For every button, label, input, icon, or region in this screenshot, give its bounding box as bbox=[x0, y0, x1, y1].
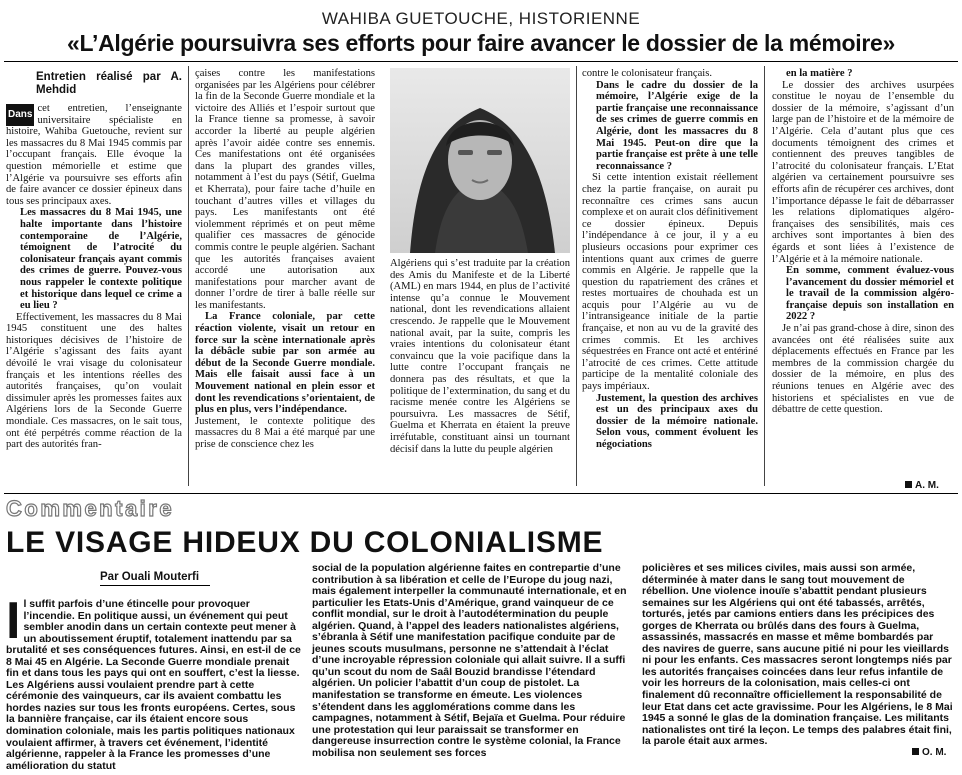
question-3-end: en la matière ? bbox=[786, 68, 853, 79]
big-initial: I bbox=[6, 592, 21, 650]
commentaire-label: Commentaire bbox=[6, 496, 175, 521]
dropcap: Dans bbox=[6, 104, 34, 126]
answer-1-part2: çaises contre les manifestations organisées par les Algériens pour célébrer la fin de la Seconde Guerre mondiale et la victoire des Alliés et l’espoir surtout que la France tienne sa promesse, à savoir accorder la liberté au peuple algérien après l’avoir aidée contre ses ennemis. Ces manifestations ont été organisées dans la plupart des grandes villes, notamment à l’est du pays (Sétif, Guelma et Kherrata), pour faire tache d’huile en touchant d’autres villes et villages du pays. Les manifestants ont été violemment réprimés et on peut même qualifier ces massacres de génocide commis contre le peuple algérien. Sachant que les autorités françaises avaient accordé une autorisation aux manifestations pour marcher avant de donner l’ordre de tirer à balle réelle sur les manifestants. bbox=[195, 68, 375, 311]
column-divider bbox=[764, 66, 765, 486]
commentaire-column-1 bbox=[6, 592, 302, 772]
answer-1-part3: Justement, le contexte politique des massacres du 8 Mai a été marqué par une prise de conscience chez les bbox=[195, 415, 375, 450]
interview-kicker: WAHIBA GUETOUCHE, HISTORIENNE bbox=[321, 9, 641, 28]
column-divider bbox=[576, 66, 577, 486]
question-4: En somme, comment évaluez-vous l’avancement du dossier mémoriel et le travail de la commission algéro-française depuis son installation en 2022 ? bbox=[786, 265, 954, 323]
answer-4: Je n’ai pas grand-chose à dire, sinon des avancées ont été réalisées suite aux déplacements effectués en France par les membres de la commission chargée du dossier de la mémoire, en plus des réunions tenues en Algérie avec des historiens et spécialistes en vue de débattre de cette question. bbox=[772, 323, 954, 416]
interview-signoff bbox=[905, 480, 939, 491]
answer-3: Le dossier des archives usurpées constitue le noyau de l’ensemble du dossier de la mémoire, s’agissant d’un large pan de l’histoire et de la mémoire de l’Algérie. Cela d’autant plus que ces documents témoignent des crimes et contiennent des preuves tangibles de l’atrocité du colonisateur français. L’Etat algérien va certainement poursuivre ses efforts afin de récupérer ces archives, dont l’importance dépasse le fait de débarrasser les relations diplomatiques algéro-françaises des sensibilités, mais ces archives sont importantes à bien des égards et sont liées à l’existence de l’Algérie et à la mémoire nationale. bbox=[772, 79, 954, 265]
question-2: Dans le cadre du dossier de la mémoire, l’Algérie exige de la partie française une reconnaissance de ses crimes de guerre commis en Algérie, dont les massacres du 8 Mai 1945. Peut-on dire que la partie française est prête à une telle reconnaissance ? bbox=[596, 79, 758, 172]
answer-1-part4: Algériens qui s’est traduite par la création des Amis du Manifeste et de la Liberté (AML) en mars 1944, en plus de l’activité intense qu’a connue le Mouvement national, dont les revendications allaient crescendo. Je rappelle que le Mouvement national avait, par la suite, compris les vraies intentions du colonisateur étant convaincu que la voie pacifique dans la lutte contre l’occupant français ne donnera pas des résultats, et que la politique de l’extermination, du sang et du racisme menée contre les Algériens se poursuivra. Les massacres de Sétif, Guelma et Kherrata en étaient la preuve irréfutable, constituant ainsi un tournant décisif dans la lutte du peuple algérien bbox=[390, 258, 570, 455]
commentaire-byline: Par Ouali Mouterfi bbox=[100, 571, 210, 586]
question-1: Les massacres du 8 Mai 1945, une halte importante dans l’histoire contemporaine de l’Algérie, témoignent de l’atrocité du colonisateur français ayant commis des crimes de guerre. Pouvez-vous nous rappeler le contexte politique et historique dans lequel ce crime a eu lieu ? bbox=[20, 207, 182, 312]
top-rule bbox=[4, 61, 958, 62]
interview-headline: «L’Algérie poursuivra ses efforts pour faire avancer le dossier de la mémoire» bbox=[67, 30, 895, 56]
commentaire-text-3: policières et ses milices civiles, mais aussi son armée, déterminée à mater dans le sang tout mouvement de rébellion. Une violence inouïe s’abattit pendant plusieurs semaines sur les Algériens qui ont été tabassés, arrêtés, torturés, jetés par camions entiers dans les précipices des gorges de Kherrata ou brûlés dans des fours à Guelma, assassinés, massacrés en masse et même bombardés par des navires de guerre, sans aucune pitié ni pour les vieillards ni pour les enfants. Ces massacres seront longtemps niés par les autorités françaises coincées dans leur refus infantile de voir les horreurs de la colonisation, mais celles-ci ont finalement dû reconnaître officiellement la responsabilité de leur Etat dans cet acte gravissime. Pour les Algériens, le 8 Mai 1945 a sonné le glas de la domination française. Les militants nationalistes ont tiré la leçon. Le temps des palabres était fini, la parole était aux armes. bbox=[642, 562, 953, 748]
interview-byline: Entretien réalisé par A. Mehdid bbox=[36, 71, 182, 96]
answer-2: Si cette intention existait réellement chez la partie française, on aurait pu reconnaître ces crimes sans aucun complexe et on aurait clos définitivement ce dossier épineux. Depuis l’indépendance à ce jour, il y a eu plusieurs occasions pour exprimer ces intentions quant aux crimes de guerre commis en Algérie. Je rappelle que la question du rapatriement des crânes et restes mortuaires de chouhada est un acquis pour l’Algérie au vu de l’intransigeance initiale de la partie française, et non au vu de la gravité des crimes commis. Et les archives séquestrées en France ont acté et entériné l’atrocité de ces crimes. Cette attitude participe de la mentalité coloniale des pays impériaux. bbox=[582, 172, 758, 393]
square-bullet-icon bbox=[912, 748, 919, 755]
interview-column-4 bbox=[582, 68, 758, 488]
signoff-text: A. M. bbox=[915, 480, 939, 491]
commentaire-title: LE VISAGE HIDEUX DU COLONIALISME bbox=[6, 526, 604, 559]
answer-1-part1: Effectivement, les massacres du 8 Mai 1945 constituent une des haltes historiques décisives de l’histoire de l’Algérie s’agissant des faits ayant dévoilé le vrai visage du colonisateur français et les intentions réelles des autorités françaises, qu’on voulait dissimuler après les promesses faites aux Algériens lors de la Seconde Guerre mondiale. Ces massacres, on le sait tous, ont été perpétrés comme réaction de la part des autorités fran- bbox=[6, 311, 182, 451]
answer-1-end: contre le colonisateur français. bbox=[582, 68, 713, 79]
commentaire-column-3 bbox=[642, 563, 954, 753]
interview-column-2 bbox=[195, 68, 375, 488]
portrait-photo bbox=[390, 68, 570, 253]
commentaire-text-1: l suffit parfois d’une étincelle pour provoquer l’incendie. En politique aussi, un événement qui peut sembler anodin dans un certain contexte peut mener à un aboutissement éruptif, totalement inattendu par sa brutalité et ses conséquences futures. Ainsi, en est-il de ce 8 Mai 45 en Algérie. La Seconde Guerre mondiale prenait fin et dans tous les pays qui ont en souffert, c’est la liesse. Les Algériens aussi voulaient prendre part à cette cérémonie des vainqueurs, car ils avaient combattu les hordes nazies sur tous les fronts européens. Certes, sous la bannière française, car ils étaient encore sous domination coloniale, mais les partis politiques nationaux voulaient affirmer, à travers cet événement, l’identité algérienne, rappeler à la France les promesses d’une amélioration du statut bbox=[6, 598, 301, 772]
commentaire-column-2 bbox=[312, 563, 630, 759]
column-divider bbox=[188, 66, 189, 486]
question-3: Justement, la question des archives est un des principaux axes du dossier de la mémoire nationale. Selon vous, comment évoluent les négociations bbox=[596, 392, 758, 450]
intro-text: cet entretien, l’enseignante universitaire spécialiste en histoire, Wahiba Guetouche, revient sur les massacres du 8 Mai 1945 commis par l’occupant français. Elle évoque la question mémorielle et estime que l’Algérie va poursuivre ses efforts afin de faire avancer ce dossier épineux dans tous ses principaux axes. bbox=[6, 103, 182, 207]
commentaire-signoff bbox=[912, 747, 946, 758]
interview-column-1 bbox=[6, 68, 182, 488]
interview-column-3 bbox=[390, 258, 570, 488]
answer-1-bold-lead: La France coloniale, par cette réaction violente, visait un retour en force sur la scène internationale après la débâcle subie par son armée au début de la Seconde Guerre mondiale. Mais elle faisait aussi face à un Mouvement national en plein essor et dont les revendications s’orientaient, de plus en plus, vers l’indépendance. bbox=[195, 311, 375, 416]
commentaire-text-2: social de la population algérienne faites en contrepartie d’une contribution à sa libération et celle de l’Europe du joug nazi, mais également interpeller la communauté internationale, et en particulier les Etats-Unis d’Amérique, grand vainqueur de ce conflit mondial, sur le droit à l’autodétermination du peuple algérien. Quand, à l’appel des leaders nationalistes algériens, s’ébranla à Sétif une manifestation pacifique conduite par de jeunes scouts musulmans, personne ne s’attendait à l’éclat d’une incroyable répression coloniale qui allait suivre. Il a suffi qu’un scout du nom de Saâl Bouzid brandisse l’étendard algérien. Un policier l’abattit d’un coup de pistolet. La manifestation se transforme en émeute. Les violences s’étendent dans les agglomérations comme dans les campagnes, notamment à Sétif, Bejaïa et Guelma. Pour réduire une protestation qui leur paraissait se transformer en dangereuse insurrection contre le système colonial, la France mobilisa non seulement ses forces bbox=[312, 562, 627, 759]
square-bullet-icon bbox=[905, 481, 912, 488]
interview-column-5 bbox=[772, 68, 954, 480]
section-rule bbox=[4, 493, 958, 494]
signoff-text: O. M. bbox=[922, 747, 947, 758]
